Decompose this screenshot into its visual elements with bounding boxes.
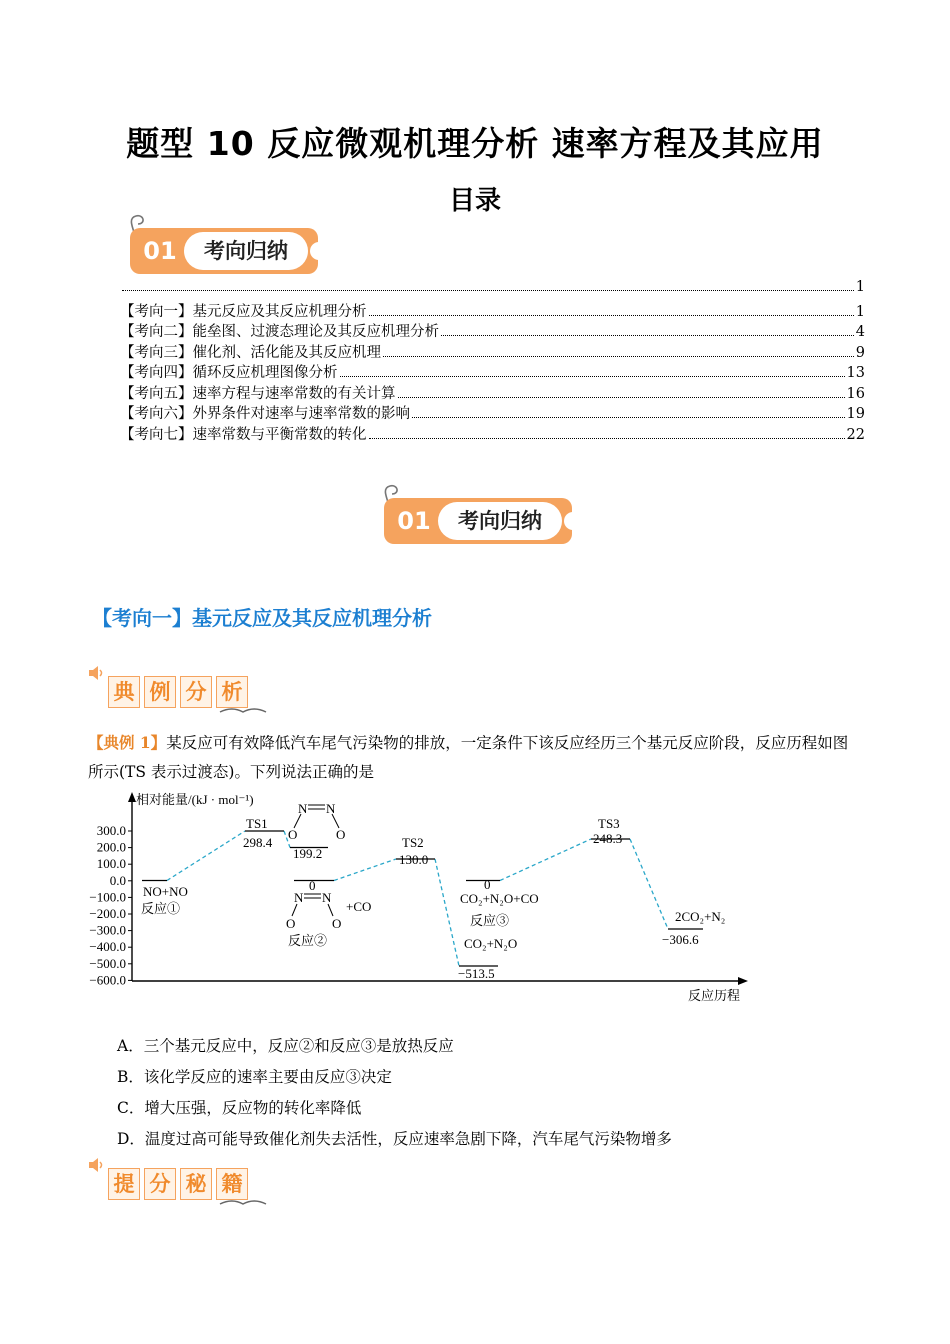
path-segment [167,831,245,881]
badge-number: 01 [143,237,177,265]
question-tag: 【典例 1】 [88,733,167,752]
y-tick-label: 300.0 [96,823,126,838]
ts2-label: TS2 [402,835,424,850]
path-segment [630,839,668,929]
co2-n2o: CO₂+N₂O [464,936,518,951]
section-badge [378,482,574,548]
toc-entry[interactable]: 【考向四】循环反应机理图像分析 13 [120,365,865,381]
svg-text:N: N [298,801,308,816]
product-value: −306.6 [662,932,699,947]
ts1-label: TS1 [246,816,268,831]
svg-text:O: O [336,827,346,842]
ts1-value: 298.4 [243,835,273,850]
option-c[interactable]: C．增大压强，反应物的转化率降低 [117,1099,362,1117]
toc-entry[interactable]: 【考向二】能垒图、过渡态理论及其反应机理分析 4 [120,324,865,340]
svg-text:N: N [294,890,304,905]
y-tick-label: −200.0 [89,906,126,921]
int1-zero: 0 [309,878,316,893]
book-icon [218,1198,268,1208]
toc-title: 目录 [448,186,501,216]
y-axis-label: 相对能量/(kJ · mol⁻¹) [136,792,254,807]
toc-entry[interactable]: 【考向三】催化剂、活化能及其反应机理 9 [120,344,865,361]
table-of-contents [120,279,865,443]
int1-value: 199.2 [293,846,323,861]
y-tick-label: 200.0 [96,839,126,855]
molecule-ring [288,801,345,842]
speaker-icon [88,666,104,680]
x-axis-arrow [738,977,748,985]
svg-text:O: O [332,916,342,931]
tag-char: 分 [144,1168,176,1200]
tag-char: 提 [108,1168,140,1200]
page-title: 题型 10 反应微观机理分析 速率方程及其应用 [126,124,824,163]
y-tick-label: −300.0 [89,922,126,938]
y-tick-label: −100.0 [89,889,126,905]
option-a[interactable]: A．三个基元反应中，反应②和反应③是放热反应 [117,1037,454,1055]
option-b[interactable]: B．该化学反应的速率主要由反应③决定 [117,1068,392,1086]
path-segment [435,859,459,966]
toc-entry[interactable]: 【考向七】速率常数与平衡常数的转化 22 [120,426,865,443]
molecule-dimer [286,890,341,931]
ts3-value: 248.3 [593,831,623,846]
r1-label: 反应① [141,901,181,916]
plus-co: +CO [346,899,372,914]
r1-species: NO+NO [143,884,188,899]
product-species: 2CO₂+N₂ [675,909,726,924]
option-d[interactable]: D．温度过高可能导致催化剂失去活性，反应速率急剧下降，汽车尾气污染物增多 [117,1130,672,1148]
badge-label: 考向归纳 [458,509,542,533]
book-icon [218,706,268,716]
ts3-label: TS3 [598,816,620,831]
toc-entry[interactable]: 1 [120,279,865,300]
x-axis-label: 反应历程 [688,988,741,1003]
y-axis-arrow [128,792,136,802]
toc-entry[interactable]: 【考向五】速率方程与速率常数的有关计算 16 [120,385,865,402]
y-tick-label: −400.0 [89,939,126,955]
tag-char: 典 [108,676,140,708]
tag-char: 析 [216,676,248,708]
toc-entry[interactable]: 【考向一】基元反应及其反应机理分析 1 [120,303,865,320]
question-text [88,728,858,787]
co2-n2o-co: CO₂+N₂O+CO [460,891,539,906]
path-segment [500,839,591,881]
ts2-value: 130.0 [399,852,429,867]
speaker-icon [88,1158,104,1172]
r3-label: 反应③ [470,913,510,928]
svg-text:N: N [322,890,332,905]
energy-profile-diagram [88,786,758,1008]
tag-char: 秘 [180,1168,212,1200]
svg-text:O: O [286,916,296,931]
toc-entry[interactable]: 【考向六】外界条件对速率与速率常数的影响 19 [120,406,865,422]
section-heading: 【考向一】基元反应及其反应机理分析 [92,606,432,630]
int2-value: −513.5 [458,966,495,981]
tag-char: 籍 [216,1168,248,1200]
svg-text:O: O [288,827,298,842]
badge-label: 考向归纳 [204,239,288,263]
r2-label: 反应② [288,933,328,948]
int3-zero: 0 [484,877,491,892]
question-body: 某反应可有效降低汽车尾气污染物的排放，一定条件下该反应经历三个基元反应阶段，反应历程如图所示(TS 表示过渡态)。下列说法正确的是 [88,734,849,781]
tag-char: 例 [144,676,176,708]
y-tick-label: −500.0 [89,955,126,971]
section-badge [124,212,320,278]
y-tick-label: 100.0 [96,856,126,872]
y-tick-label: −600.0 [89,972,126,988]
path-segment [334,859,396,881]
svg-text:N: N [326,801,336,816]
y-tick-label: 0.0 [109,872,126,888]
badge-number: 01 [397,507,431,535]
tag-char: 分 [180,676,212,708]
